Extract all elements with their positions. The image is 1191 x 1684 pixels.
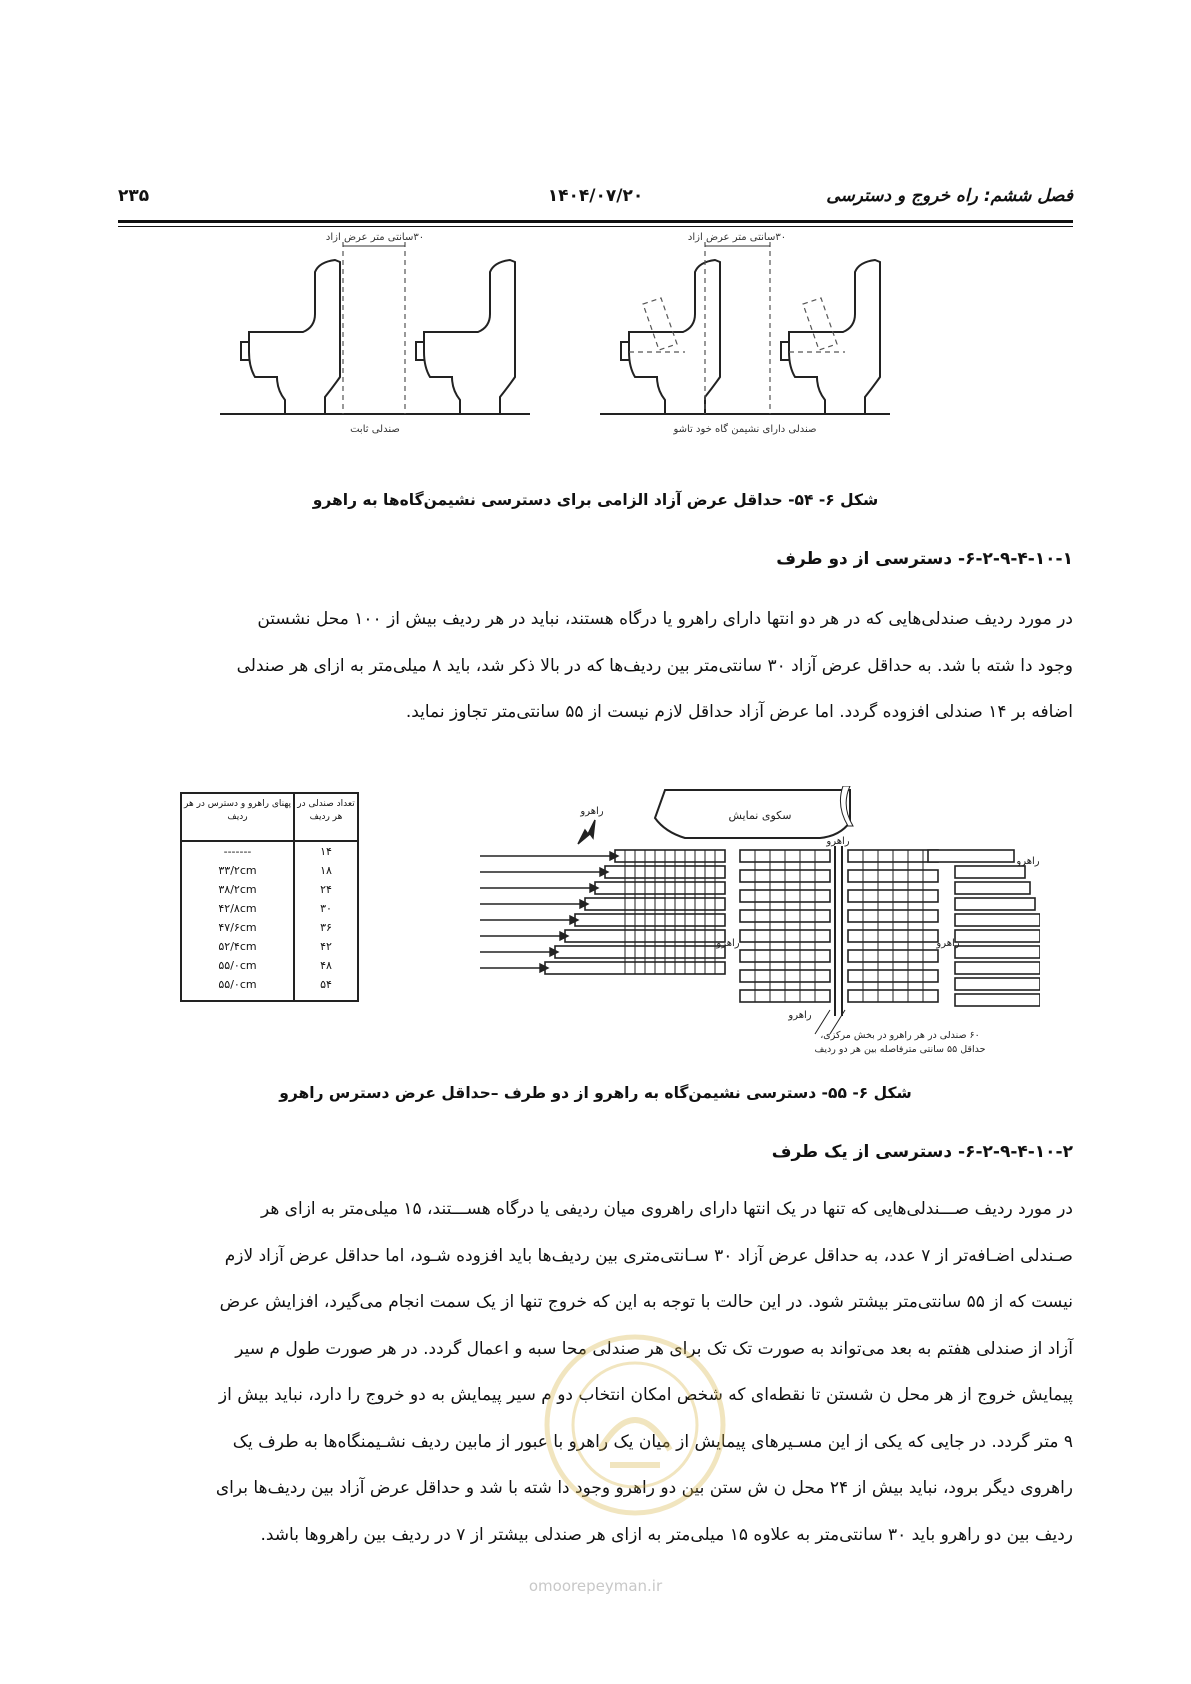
- paragraph-line: صـندلی اضـافه‌تر از ۷ عدد، به حداقل عرض آزاد ۳۰ سـانتی‌متری بین ردیف‌ها باید افزوده شـود، اما حداقل عرض آزاد لازم: [224, 1245, 1073, 1266]
- section-1-paragraph: [118, 596, 1073, 736]
- paragraph-line: پیمایش خروج از هر محل ن شستن تا نقطه‌ای که شخص امکان انتخاب دو م سیر پیمایش به دو خروج را دارد، نباید بیش از: [218, 1385, 1073, 1405]
- table-cell: ۳۳/۲cm: [218, 864, 257, 877]
- stage-label: سکوی نمایش: [728, 809, 792, 822]
- note-line: ۶۰ صندلی در هر راهرو در بخش مرکزی،: [820, 1030, 980, 1041]
- label-fixed-seat: صندلی ثابت: [350, 424, 400, 435]
- page-number: ۲۳۵: [118, 186, 150, 206]
- dimension-label-left: ۳۰سانتی متر عرض آزاد: [325, 232, 425, 243]
- table-cell: ۵۵/۰cm: [218, 959, 257, 972]
- note-line: حداقل ۵۵ سانتی مترفاصله بین هر دو ردیف: [814, 1044, 986, 1055]
- table-cell: ۳۶: [320, 921, 332, 934]
- table-cell: ۴۷/۶cm: [218, 921, 257, 934]
- paragraph-line: در مورد ردیف صندلی‌هایی که در هر دو انتها دارای راهرو یا درگاه هستند، نباید در هر ردیف بیش از ۱۰۰ محل نشستن: [257, 609, 1073, 629]
- page-header: [118, 186, 1073, 208]
- table-cell: ۴۲: [320, 940, 332, 953]
- watermark-seal: [540, 1330, 730, 1520]
- table-cell: ۱۸: [320, 864, 332, 877]
- paragraph-line: راهروی دیگر برود، نباید بیش از ۲۴ محل ن ش ستن بین دو راهرو وجود دا شته با شد و حداقل عرض آزاد بین ردیف‌ها برای: [215, 1478, 1073, 1498]
- seating-plan: [360, 786, 1040, 1058]
- figure-54-seat-clearance: [215, 232, 895, 468]
- paragraph-line: در مورد ردیف صـــندلی‌هایی که تنها در یک انتها دارای راهروی میان ردیفی یا درگاه هســـتند، ۱۵ میلی‌متر به ازای هر: [260, 1199, 1073, 1219]
- right-seat-block: [928, 850, 1040, 1006]
- paragraph-line: ردیف بین دو راهرو باید ۳۰ سانتی‌متر به علاوه ۱۵ میلی‌متر به ازای هر صندلی بیشتر از ۷ در ردیف بین راهروها باشد.: [260, 1524, 1073, 1545]
- table-header-seat-count: تعداد صندلی در هر ردیف: [295, 794, 357, 842]
- table-cell: ۲۴: [320, 883, 332, 896]
- label-folding-seat: صندلی دارای نشیمن گاه خود تاشو: [673, 424, 817, 435]
- aisle-label: راهرو: [580, 806, 604, 817]
- aisle-label: راهرو: [826, 836, 850, 847]
- chapter-title: فصل ششم: راه خروج و دسترسی: [826, 186, 1073, 206]
- section-2-heading: ۶-۲-۹-۴-۱۰-۲- دسترسی از یک طرف: [771, 1142, 1073, 1162]
- paragraph-line: نیست که از ۵۵ سانتی‌متر بیشتر شود. در این حالت با توجه به این که خروج تنها از یک سمت انجام می‌گیرد، افزایش عرض: [219, 1292, 1073, 1312]
- section-1-heading: ۶-۲-۹-۴-۱۰-۱- دسترسی از دو طرف: [776, 549, 1073, 569]
- paragraph-line: ۹ متر گردد. در جایی که یکی از این مسـیرهای پیمایش از میان یک راهرو با عبور از مابین ردیف نشـیمنگاه‌ها به طرف یک: [232, 1431, 1073, 1452]
- aisle-label: راهرو: [936, 938, 960, 949]
- header-rule-thin: [118, 226, 1073, 227]
- header-rule-thick: [118, 220, 1073, 223]
- aisle-label: راهرو: [1016, 856, 1040, 867]
- table-cell: ۱۴: [320, 845, 332, 858]
- dimension-label-right: ۳۰سانتی متر عرض آزاد: [687, 232, 787, 243]
- paragraph-line: اضافه بر ۱۴ صندلی افزوده گردد. اما عرض آزاد حداقل لازم نیست از ۵۵ سانتی‌متر تجاوز نماید.: [405, 702, 1073, 722]
- aisle-label: راهرو: [716, 938, 740, 949]
- table-cell: -------: [223, 845, 252, 858]
- header-date: ۱۴۰۴/۰۷/۲۰: [547, 186, 644, 206]
- table-cell: ۵۴: [320, 978, 332, 991]
- table-header-aisle-width: پهنای راهرو و دسترس در هر ردیف: [182, 794, 293, 842]
- paragraph-line: آزاد از صندلی هفتم به بعد می‌تواند به صورت تک تک برای هر صندلی محا سبه و اعمال گردد. در هر صورت طول م سیر: [235, 1338, 1073, 1359]
- table-cell: ۴۸: [320, 959, 332, 972]
- aisle-label: راهرو: [788, 1010, 812, 1021]
- table-cell: ۴۲/۸cm: [218, 902, 257, 915]
- watermark-url: omoorepeyman.ir: [528, 1577, 663, 1595]
- figure-54-caption: شکل ۶- ۵۴- حداقل عرض آزاد الزامی برای دسترسی نشیمن‌گاه‌ها به راهرو: [312, 491, 879, 509]
- figure-55-seating-diagram: [180, 786, 1040, 1058]
- table-cell: ۵۵/۰cm: [218, 978, 257, 991]
- table-cell: ۳۸/۲cm: [218, 883, 257, 896]
- aisle-width-table: [180, 792, 359, 1002]
- table-cell: ۳۰: [320, 902, 332, 915]
- table-cell: ۵۲/۴cm: [218, 940, 257, 953]
- paragraph-line: وجود دا شته با شد. به حداقل عرض آزاد ۳۰ سانتی‌متر بین ردیف‌ها که در بالا ذکر شد، باید ۸ میلی‌متر به ازای هر صندلی: [236, 655, 1073, 676]
- figure-55-caption: شکل ۶- ۵۵- دسترسی نشیمن‌گاه به راهرو از دو طرف –حداقل عرض دسترس راهرو: [279, 1084, 912, 1102]
